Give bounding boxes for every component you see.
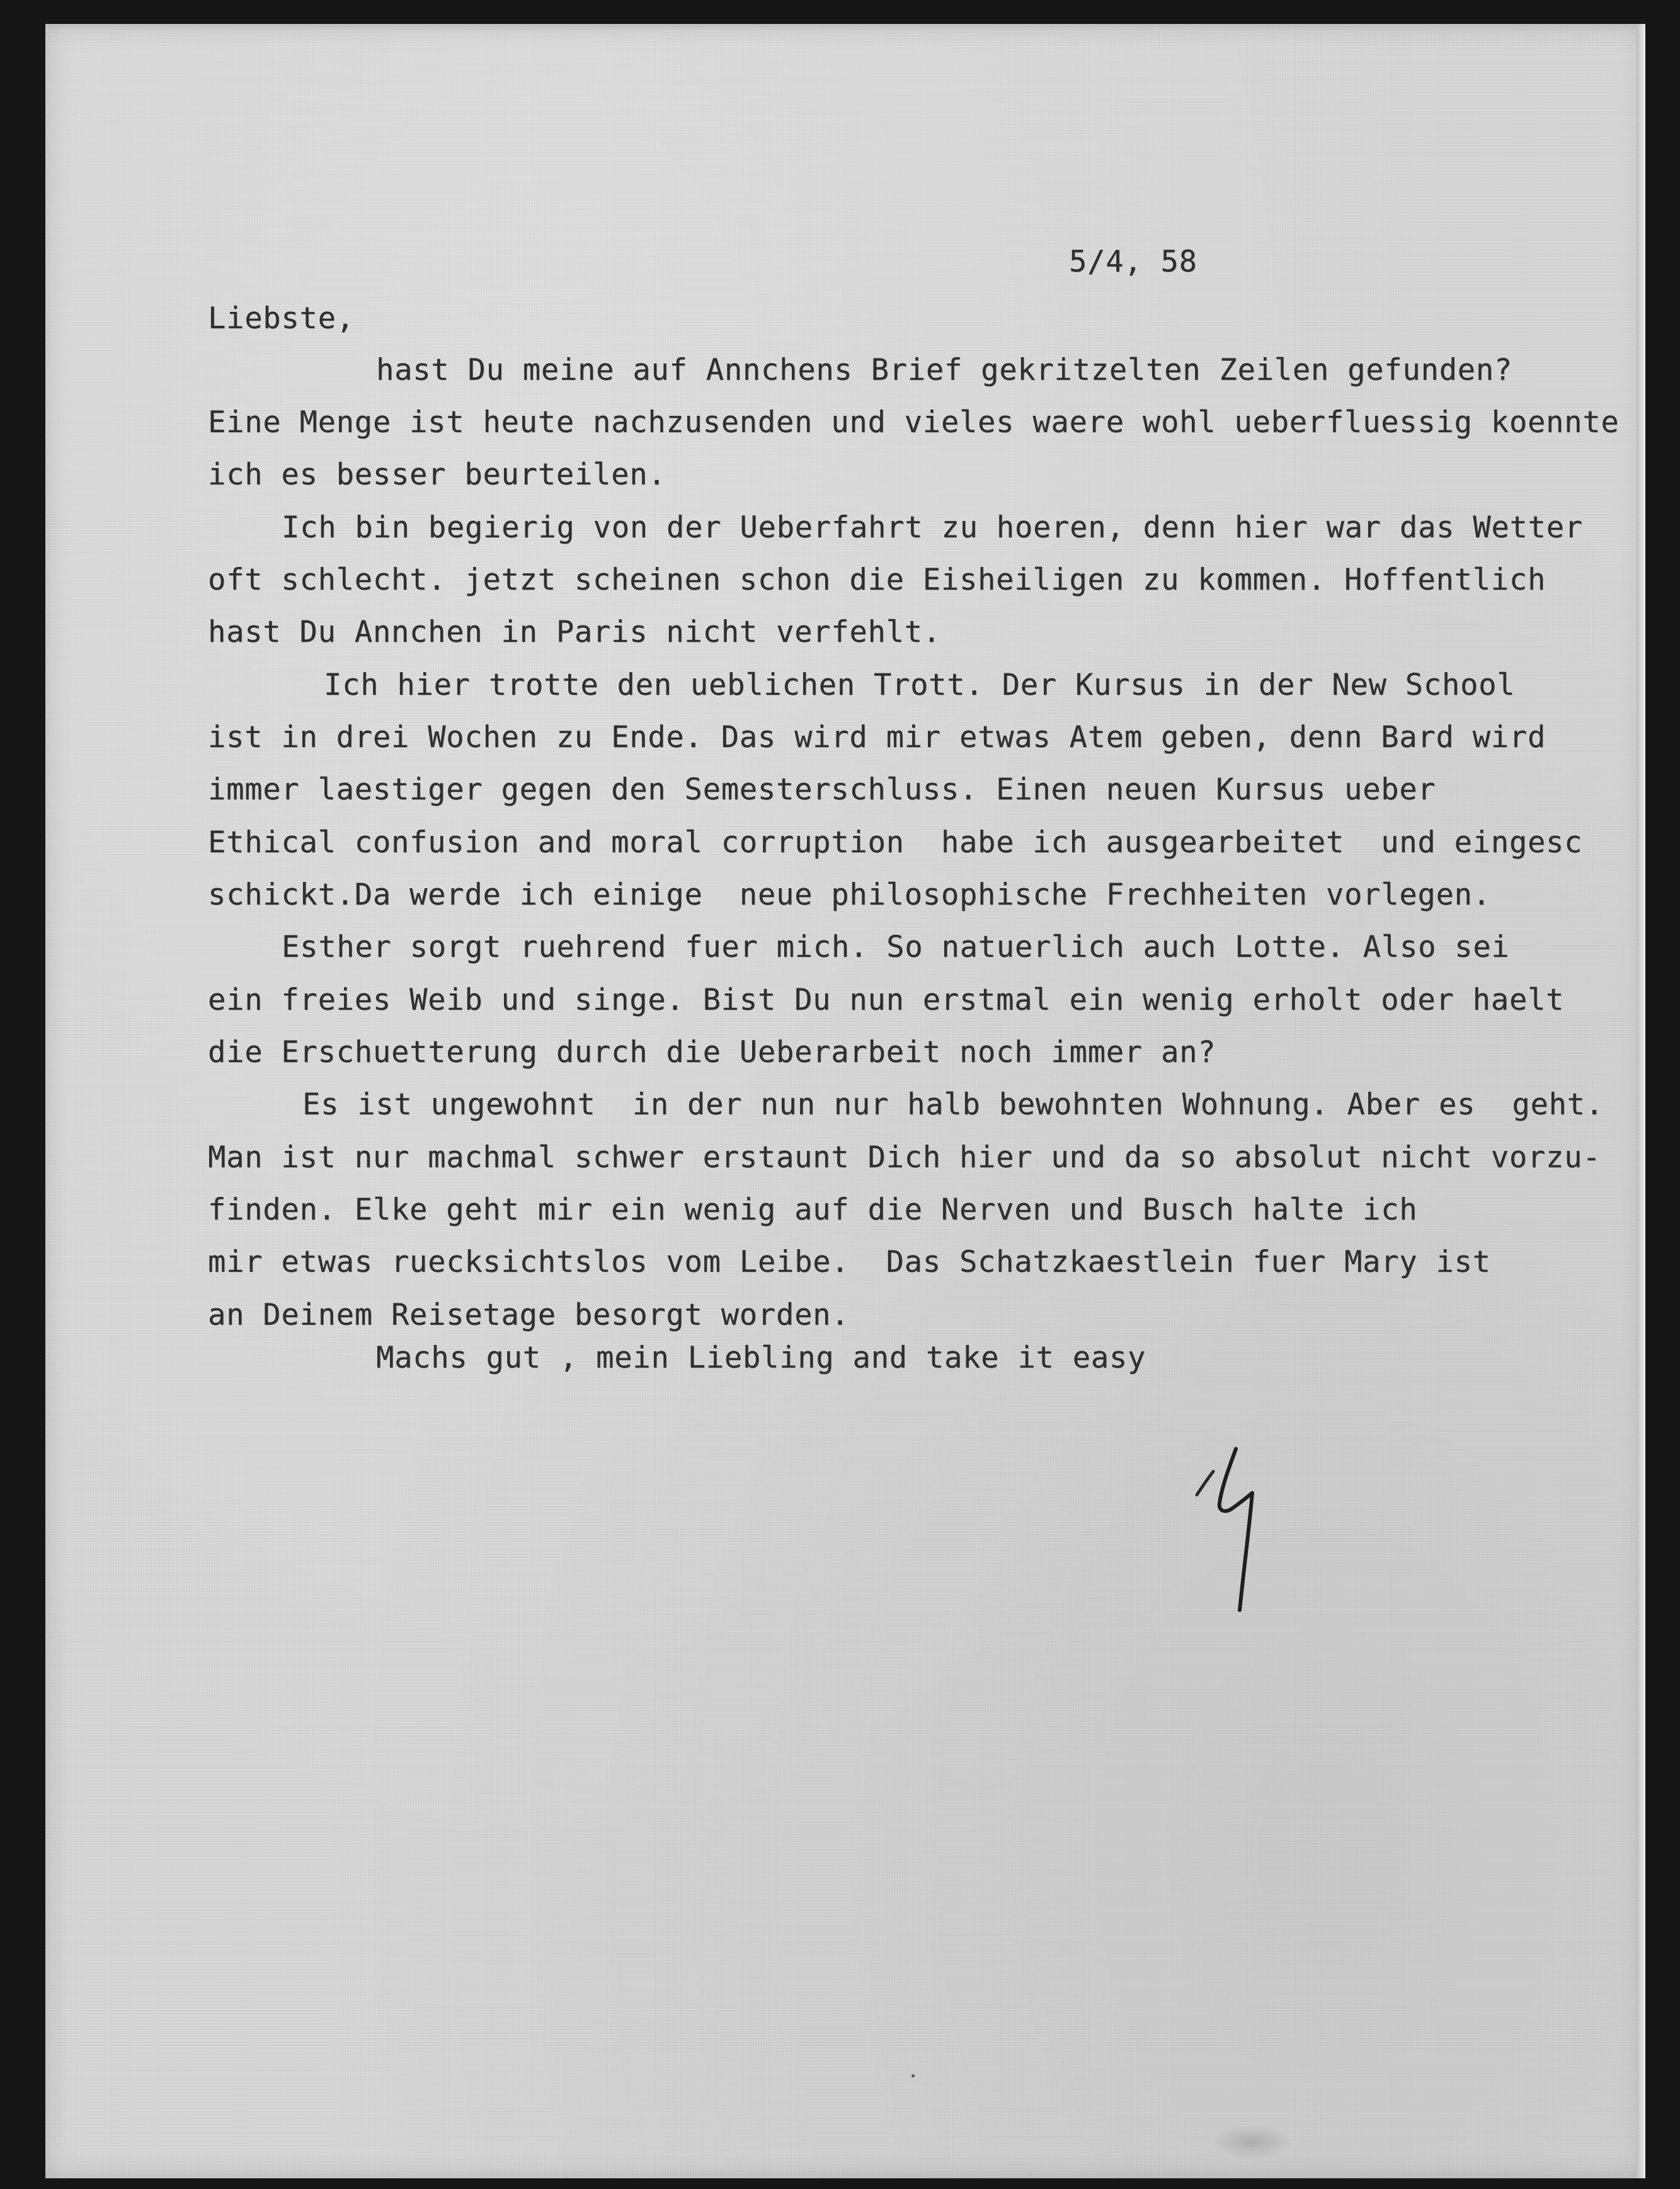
body-line-12: Esther sorgt ruehrend fuer mich. So natuerlich auch Lotte. Also sei — [282, 930, 1510, 964]
body-line-15: Es ist ungewohnt in der nun nur halb bewohnten Wohnung. Aber es geht. — [302, 1087, 1604, 1122]
handwritten-signature — [1192, 1435, 1280, 1624]
body-line-11: schickt.Da werde ich einige neue philosophische Frechheiten vorlegen. — [208, 877, 1491, 912]
body-line-17: finden. Elke geht mir ein wenig auf die Nerven und Busch halte ich — [208, 1192, 1418, 1227]
body-line-2: Eine Menge ist heute nachzusenden und vieles waere wohl ueberfluessig koennte — [208, 405, 1620, 440]
closing-line: Machs gut , mein Liebling and take it easy — [376, 1340, 1146, 1375]
paper-top-edge — [45, 24, 1645, 30]
body-line-16: Man ist nur machmal schwer erstaunt Dich hier und da so absolut nicht vorzu- — [208, 1140, 1601, 1175]
letter-date: 5/4, 58 — [1069, 244, 1197, 279]
body-line-9: immer laestiger gegen den Semesterschluss. Einen neuen Kursus ueber — [208, 772, 1436, 807]
body-line-6: hast Du Annchen in Paris nicht verfehlt. — [208, 615, 941, 649]
body-line-8: ist in drei Wochen zu Ende. Das wird mir etwas Atem geben, denn Bard wird — [208, 720, 1546, 755]
body-line-13: ein freies Weib und singe. Bist Du nun erstmal ein wenig erholt oder haelt — [208, 983, 1565, 1017]
body-line-19: an Deinem Reisetage besorgt worden. — [208, 1298, 850, 1332]
body-line-18: mir etwas ruecksichtslos vom Leibe. Das Schatzkaestlein fuer Mary ist — [208, 1245, 1491, 1279]
body-line-1: hast Du meine auf Annchens Brief gekritzelten Zeilen gefunden? — [376, 353, 1512, 387]
body-line-10: Ethical confusion and moral corruption habe ich ausgearbeitet und eingesc — [208, 825, 1583, 860]
body-line-7: Ich hier trotte den ueblichen Trott. Der Kursus in der New School — [324, 668, 1516, 702]
paper-right-edge — [1637, 24, 1645, 2178]
body-line-3: ich es besser beurteilen. — [208, 457, 666, 492]
body-line-14: die Erschuetterung durch die Ueberarbeit noch immer an? — [208, 1035, 1216, 1070]
paper-sheet — [45, 24, 1645, 2178]
paper-smudge — [1211, 2125, 1293, 2159]
letter-salutation: Liebste, — [208, 301, 355, 336]
paper-speck — [911, 2074, 915, 2078]
body-line-4: Ich bin begierig von der Ueberfahrt zu hoeren, denn hier war das Wetter — [282, 510, 1583, 545]
body-line-5: oft schlecht. jetzt scheinen schon die Eisheiligen zu kommen. Hoffentlich — [208, 563, 1546, 597]
